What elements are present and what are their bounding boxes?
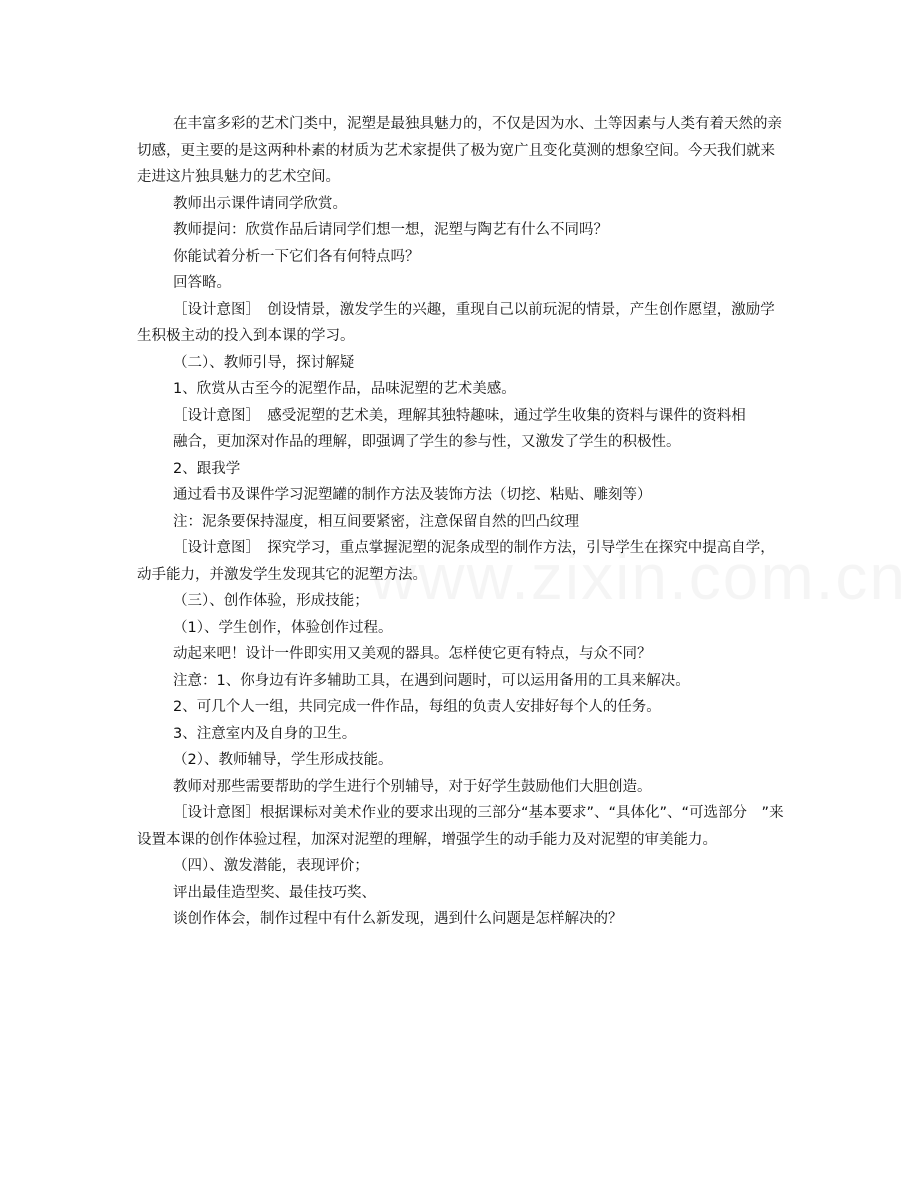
design-intent-paragraph: ［设计意图］ 感受泥塑的艺术美，理解其独特趣味，通过学生收集的资料与课件的资料相 — [173, 407, 746, 424]
paragraph: 融合，更加深对作品的理解，即强调了学生的参与性，又激发了学生的积极性。 — [173, 434, 681, 450]
design-intent-paragraph: ［设计意图］根据课标对美术作业的要求出现的三部分“基本要求”、“具体化”、“可选部分 ”来设置本课的创作体验过程，加深对泥塑的理解，增强学生的动手能力及对泥塑的审美能力。 — [137, 805, 784, 848]
paragraph: 1、欣赏从古至今的泥塑作品，品味泥塑的艺术美感。 — [173, 381, 516, 397]
section-heading: （四）、激发潜能，表现评价； — [173, 858, 369, 874]
design-intent-paragraph: ［设计意图］ 探究学习，重点掌握泥塑的泥条成型的制作方法，引导学生在探究中提高自学，动手能力，并激发学生发现其它的泥塑方法。 — [137, 540, 775, 583]
paragraph: 回答略。 — [173, 275, 231, 291]
paragraph: 3、注意室内及自身的卫生。 — [173, 725, 357, 742]
section-heading: （三）、创作体验，形成技能； — [173, 593, 369, 609]
paragraph: 注：泥条要保持湿度，相互间要紧密，注意保留自然的凹凸纹理 — [173, 513, 579, 530]
paragraph: 教师对那些需要帮助的学生进行个别辅导，对于好学生鼓励他们大胆创造。 — [173, 778, 652, 795]
paragraph: 评出最佳造型奖、最佳技巧奖、 — [173, 884, 376, 901]
design-intent-paragraph: ［设计意图］ 创设情景，激发学生的兴趣，重现自己以前玩泥的情景，产生创作愿望，激励学生积极主动的投入到本课的学习。 — [137, 301, 775, 344]
paragraph: 2、可几个人一组，共同完成一件作品，每组的负责人安排好每个人的任务。 — [173, 699, 661, 715]
paragraph: 你能试着分析一下它们各有何特点吗？ — [173, 248, 420, 265]
document-body — [137, 111, 787, 933]
paragraph: 教师提问：欣赏作品后请同学们想一想，泥塑与陶艺有什么不同吗？ — [173, 222, 608, 238]
paragraph: 教师出示课件请同学欣赏。 — [173, 195, 347, 212]
section-heading: （二）、教师引导，探讨解疑 — [173, 354, 355, 371]
paragraph: 2、跟我学 — [173, 460, 241, 477]
paragraph: 动起来吧！设计一件即实用又美观的器具。怎样使它更有特点，与众不同？ — [173, 646, 652, 662]
paragraph: 通过看书及课件学习泥塑罐的制作方法及装饰方法（切挖、粘贴、雕刻等） — [173, 487, 652, 503]
paragraph: 注意：1、你身边有许多辅助工具，在遇到问题时，可以运用备用的工具来解决。 — [173, 672, 690, 689]
paragraph: （1）、学生创作，体验创作过程。 — [173, 619, 393, 636]
paragraph: 谈创作体会，制作过程中有什么新发现，遇到什么问题是怎样解决的？ — [173, 911, 623, 927]
paragraph-intro: 在丰富多彩的艺术门类中，泥塑是最独具魅力的，不仅是因为水、土等因素与人类有着天然的亲切感，更主要的是这两种朴素的材质为艺术家提供了极为宽广且变化莫测的想象空间。今天我们就来走进这片独具魅力的艺术空间。 — [137, 116, 782, 185]
paragraph: （2）、教师辅导，学生形成技能。 — [173, 752, 393, 768]
